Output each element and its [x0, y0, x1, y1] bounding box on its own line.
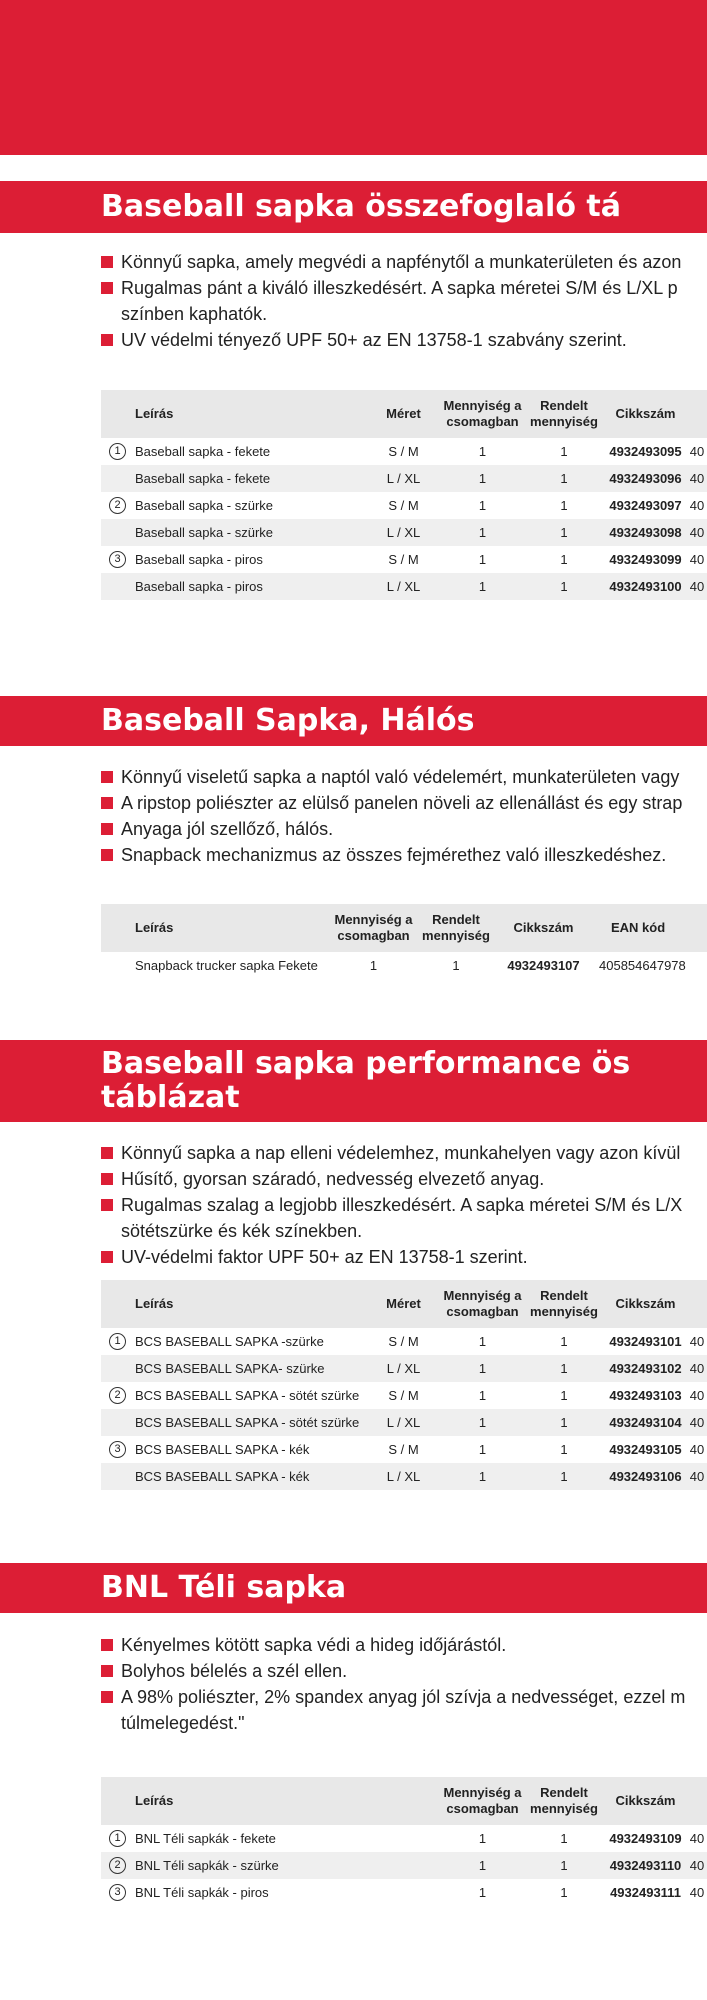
feature-item: Kényelmes kötött sapka védi a hideg időjárástól.	[101, 1632, 707, 1658]
ean-cell: 40	[687, 519, 707, 546]
col-header	[687, 1280, 707, 1328]
col-header: Cikkszám	[604, 1280, 687, 1328]
bullet-square-icon	[101, 282, 113, 294]
feature-list	[101, 1140, 707, 1270]
pack-qty-cell: 1	[478, 1334, 487, 1349]
top-banner	[0, 0, 707, 155]
size-cell	[366, 1852, 441, 1879]
feature-item: Hűsítő, gyorsan száradó, nedvesség elvezető anyag.	[101, 1166, 707, 1192]
table-row	[101, 438, 707, 465]
bullet-square-icon	[101, 256, 113, 268]
table-row	[101, 952, 707, 979]
bullet-square-icon	[101, 823, 113, 835]
article-number-cell: 4932493109	[609, 1831, 682, 1846]
number-circle-icon: 1	[109, 443, 126, 460]
col-header: Méret	[366, 390, 441, 438]
col-header	[687, 390, 707, 438]
bullet-square-icon	[101, 1199, 113, 1211]
table-row	[101, 546, 707, 573]
order-qty-cell: 1	[524, 1852, 604, 1879]
bullet-square-icon	[101, 1147, 113, 1159]
pack-qty-cell: 1	[478, 444, 487, 459]
pack-qty-cell: 1	[478, 1388, 487, 1403]
pack-qty-cell: 1	[478, 552, 487, 567]
feature-item: Bolyhos bélelés a szél ellen.	[101, 1658, 707, 1684]
pack-qty-cell: 1	[478, 1442, 487, 1457]
article-number-cell: 4932493111	[610, 1885, 681, 1900]
feature-item: A 98% poliészter, 2% spandex anyag jól szívja a nedvességet, ezzel m túlmelegedést."	[101, 1684, 707, 1736]
pack-qty-cell: 1	[441, 519, 524, 546]
pack-qty-cell: 1	[441, 1409, 524, 1436]
section-title-line: Baseball sapka összefoglaló tá	[101, 189, 621, 224]
article-number-cell: 4932493099	[609, 552, 682, 567]
section-title	[0, 1563, 707, 1613]
feature-item: Könnyű viseletű sapka a naptól való védelemért, munkaterületen vagy	[101, 764, 707, 790]
ean-cell: 40	[689, 1388, 705, 1403]
feature-list	[101, 249, 707, 353]
col-header: Cikkszám	[496, 904, 591, 952]
order-qty-cell: 1	[560, 1831, 568, 1846]
description-cell: BCS BASEBALL SAPKA - kék	[101, 1463, 366, 1490]
ean-cell: 40	[689, 1831, 705, 1846]
description-cell: 2 BNL Téli sapkák - szürke	[101, 1852, 366, 1879]
bullet-square-icon	[101, 1691, 113, 1703]
description-cell: 2 Baseball sapka - szürke	[101, 492, 366, 519]
size-cell: S / M	[388, 444, 419, 459]
description-cell: 1 BNL Téli sapkák - fekete	[101, 1825, 366, 1852]
size-cell: L / XL	[366, 1355, 441, 1382]
section-title-line: Baseball Sapka, Hálós	[101, 703, 475, 738]
table-row	[101, 492, 707, 519]
pack-qty-cell: 1	[441, 1852, 524, 1879]
table-row	[101, 465, 707, 492]
ean-cell: 40	[689, 1885, 705, 1900]
col-header: Rendelt mennyiség	[524, 390, 604, 438]
col-header: Mennyiség a csomagban	[441, 1280, 524, 1328]
table-row	[101, 1852, 707, 1879]
ean-cell: 40	[689, 498, 705, 513]
table-row	[101, 519, 707, 546]
section-title	[0, 696, 707, 746]
col-header: Rendelt mennyiség	[416, 904, 496, 952]
article-number-cell: 4932493106	[604, 1463, 687, 1490]
pack-qty-cell: 1	[441, 465, 524, 492]
bullet-square-icon	[101, 1251, 113, 1263]
feature-item: UV-védelmi faktor UPF 50+ az EN 13758-1 szerint.	[101, 1244, 707, 1270]
ean-cell: 405854647978	[599, 958, 686, 973]
feature-item: A ripstop poliészter az elülső panelen növeli az ellenállást és egy strap	[101, 790, 707, 816]
table-row	[101, 1879, 707, 1906]
ean-cell: 40	[687, 1463, 707, 1490]
feature-item: UV védelmi tényező UPF 50+ az EN 13758-1 szabvány szerint.	[101, 327, 707, 353]
order-qty-cell: 1	[524, 519, 604, 546]
description-cell: 3 BCS BASEBALL SAPKA - kék	[101, 1436, 366, 1463]
pack-qty-cell: 1	[369, 958, 378, 973]
bullet-square-icon	[101, 1639, 113, 1651]
ean-cell: 40	[689, 444, 705, 459]
table-row	[101, 1355, 707, 1382]
article-number-cell: 4932493097	[609, 498, 682, 513]
order-qty-cell: 1	[560, 1388, 568, 1403]
description-cell: 1 Baseball sapka - fekete	[101, 438, 366, 465]
feature-item: Rugalmas pánt a kiváló illeszkedésért. A sapka méretei S/M és L/XL p színben kaphatók.	[101, 275, 707, 327]
description-cell: 3 BNL Téli sapkák - piros	[101, 1879, 366, 1906]
bullet-square-icon	[101, 797, 113, 809]
col-header: Rendelt mennyiség	[524, 1777, 604, 1825]
description-cell: 1 BCS BASEBALL SAPKA -szürke	[101, 1328, 366, 1355]
section-title-line: táblázat	[101, 1080, 240, 1115]
order-qty-cell: 1	[524, 573, 604, 600]
table-row	[101, 1825, 707, 1852]
description-cell: BCS BASEBALL SAPKA - sötét szürke	[101, 1409, 366, 1436]
table-row	[101, 1436, 707, 1463]
order-qty-cell: 1	[452, 958, 460, 973]
col-header	[366, 1777, 441, 1825]
description-cell: 2 BCS BASEBALL SAPKA - sötét szürke	[101, 1382, 366, 1409]
order-qty-cell: 1	[560, 444, 568, 459]
size-cell: S / M	[388, 1334, 419, 1349]
pack-qty-cell: 1	[478, 498, 487, 513]
feature-item: Anyaga jól szellőző, hálós.	[101, 816, 707, 842]
order-qty-cell: 1	[524, 1355, 604, 1382]
table-header-row	[101, 904, 707, 952]
number-circle-icon: 3	[109, 1441, 126, 1458]
feature-item: Könnyű sapka a nap elleni védelemhez, munkahelyen vagy azon kívül	[101, 1140, 707, 1166]
col-header	[687, 1777, 707, 1825]
size-cell: L / XL	[366, 465, 441, 492]
ean-cell: 40	[689, 1334, 705, 1349]
col-header: Mennyiség a csomagban	[331, 904, 416, 952]
ean-cell: 40	[689, 552, 705, 567]
pack-qty-cell: 1	[478, 1831, 487, 1846]
size-cell: L / XL	[366, 573, 441, 600]
table-row	[101, 573, 707, 600]
article-number-cell: 4932493095	[609, 444, 682, 459]
feature-item: Könnyű sapka, amely megvédi a napfénytől a munkaterületen és azon	[101, 249, 707, 275]
col-header: Leírás	[101, 1777, 366, 1825]
description-cell: Baseball sapka - piros	[101, 573, 366, 600]
ean-cell: 40	[689, 1442, 705, 1457]
pack-qty-cell: 1	[441, 1355, 524, 1382]
article-number-cell: 4932493105	[609, 1442, 682, 1457]
ean-cell: 40	[687, 573, 707, 600]
order-qty-cell: 1	[560, 552, 568, 567]
article-number-cell: 4932493107	[507, 958, 580, 973]
article-number-cell: 4932493110	[604, 1852, 687, 1879]
size-cell: L / XL	[366, 1409, 441, 1436]
order-qty-cell: 1	[560, 498, 568, 513]
number-circle-icon: 2	[109, 1387, 126, 1404]
number-circle-icon: 3	[109, 1884, 126, 1901]
table-header-row	[101, 1280, 707, 1328]
table-row	[101, 1463, 707, 1490]
feature-list	[101, 1632, 707, 1736]
section-title	[0, 181, 707, 233]
order-qty-cell: 1	[560, 1885, 568, 1900]
bullet-square-icon	[101, 771, 113, 783]
feature-item: Snapback mechanizmus az összes fejmérethez való illeszkedéshez.	[101, 842, 707, 868]
col-header: Leírás	[101, 390, 366, 438]
bullet-square-icon	[101, 1665, 113, 1677]
order-qty-cell: 1	[560, 1334, 568, 1349]
ean-cell: 40	[687, 465, 707, 492]
section-title-line: Baseball sapka performance ös	[101, 1046, 631, 1081]
col-header: Mennyiség a csomagban	[441, 390, 524, 438]
product-table	[101, 390, 707, 600]
col-header: Mennyiség a csomagban	[441, 1777, 524, 1825]
section-title	[0, 1040, 707, 1122]
pack-qty-cell: 1	[441, 1463, 524, 1490]
article-number-cell: 4932493101	[609, 1334, 682, 1349]
description-cell: 3 Baseball sapka - piros	[101, 546, 366, 573]
size-cell: S / M	[388, 1442, 419, 1457]
feature-list	[101, 764, 707, 868]
ean-cell: 40	[687, 1852, 707, 1879]
article-number-cell: 4932493104	[604, 1409, 687, 1436]
article-number-cell: 4932493098	[604, 519, 687, 546]
size-cell: S / M	[388, 498, 419, 513]
product-table	[101, 1777, 707, 1906]
description-cell: Snapback trucker sapka Fekete	[135, 958, 318, 973]
col-header: EAN kód	[591, 904, 707, 952]
number-circle-icon: 2	[109, 1857, 126, 1874]
number-circle-icon: 1	[109, 1333, 126, 1350]
order-qty-cell: 1	[524, 465, 604, 492]
section-title-line: BNL Téli sapka	[101, 1570, 347, 1605]
table-row	[101, 1328, 707, 1355]
bullet-square-icon	[101, 334, 113, 346]
pack-qty-cell: 1	[478, 1885, 487, 1900]
feature-item: Rugalmas szalag a legjobb illeszkedésért. A sapka méretei S/M és L/X sötétszürke és kék színekben.	[101, 1192, 707, 1244]
product-table	[101, 1280, 707, 1490]
number-circle-icon: 3	[109, 551, 126, 568]
size-cell	[366, 1879, 441, 1906]
table-row	[101, 1382, 707, 1409]
description-cell: BCS BASEBALL SAPKA- szürke	[101, 1355, 366, 1382]
ean-cell: 40	[687, 1355, 707, 1382]
number-circle-icon: 2	[109, 497, 126, 514]
size-cell	[366, 1825, 441, 1852]
order-qty-cell: 1	[524, 1463, 604, 1490]
col-header: Cikkszám	[604, 390, 687, 438]
col-header: Méret	[366, 1280, 441, 1328]
size-cell: S / M	[388, 552, 419, 567]
size-cell: L / XL	[366, 519, 441, 546]
table-row	[101, 1409, 707, 1436]
size-cell: L / XL	[366, 1463, 441, 1490]
order-qty-cell: 1	[524, 1409, 604, 1436]
order-qty-cell: 1	[560, 1442, 568, 1457]
description-cell: Baseball sapka - fekete	[101, 465, 366, 492]
bullet-square-icon	[101, 849, 113, 861]
article-number-cell: 4932493096	[604, 465, 687, 492]
number-circle-icon: 1	[109, 1830, 126, 1847]
description-cell: Baseball sapka - szürke	[101, 519, 366, 546]
product-table	[101, 904, 707, 979]
article-number-cell: 4932493103	[609, 1388, 682, 1403]
pack-qty-cell: 1	[441, 573, 524, 600]
article-number-cell: 4932493100	[604, 573, 687, 600]
table-header-row	[101, 390, 707, 438]
ean-cell: 40	[687, 1409, 707, 1436]
col-header: Leírás	[101, 904, 331, 952]
col-header: Rendelt mennyiség	[524, 1280, 604, 1328]
table-header-row	[101, 1777, 707, 1825]
bullet-square-icon	[101, 1173, 113, 1185]
size-cell: S / M	[388, 1388, 419, 1403]
col-header: Cikkszám	[604, 1777, 687, 1825]
article-number-cell: 4932493102	[604, 1355, 687, 1382]
col-header: Leírás	[101, 1280, 366, 1328]
